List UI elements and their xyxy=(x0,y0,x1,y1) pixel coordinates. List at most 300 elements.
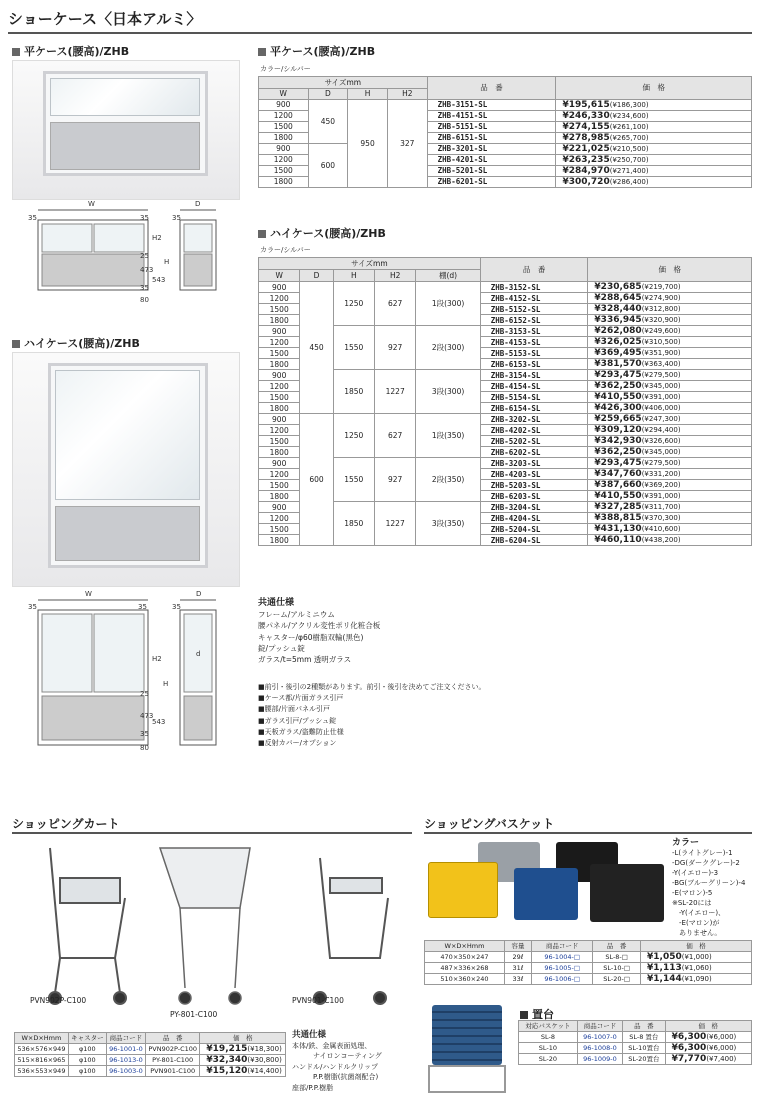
price-value: ¥293,475 xyxy=(594,370,642,380)
price-tax: (¥406,000) xyxy=(641,404,681,412)
price-tax: (¥286,400) xyxy=(609,177,649,186)
cell-w: 1500 xyxy=(259,480,300,491)
cell-shelf: 3段(300) xyxy=(416,370,480,414)
cell-part: PVN901-C100 xyxy=(145,1065,199,1076)
price-value: ¥410,550 xyxy=(594,392,642,402)
cell-code: ZHB-4202-SL xyxy=(480,425,588,436)
color-item: -E(マロン)が xyxy=(672,919,720,927)
cell-w: 1500 xyxy=(259,524,300,535)
cell-w: 900 xyxy=(259,502,300,513)
cell-part: SL-8-□ xyxy=(593,951,641,962)
table-row xyxy=(519,1053,752,1064)
size-header: サイズmm xyxy=(259,258,481,270)
cell-code: ZHB-6203-SL xyxy=(480,491,588,502)
cell-w: 1800 xyxy=(259,535,300,546)
price-tax: (¥14,400) xyxy=(247,1066,282,1075)
table-row xyxy=(15,1054,286,1065)
cell-code: ZHB-4203-SL xyxy=(480,469,588,480)
high-dim-35a: 35 xyxy=(28,603,37,611)
price-tax: (¥249,600) xyxy=(641,327,681,335)
cell-w: 1800 xyxy=(259,359,300,370)
cell-shelf: 1段(300) xyxy=(416,282,480,326)
cell-code: ZHB-5201-SL xyxy=(427,165,556,176)
bullet-square-icon xyxy=(520,1011,528,1019)
price-cell xyxy=(556,165,752,176)
price-cell xyxy=(556,121,752,132)
price-cell xyxy=(641,951,752,962)
price-cell xyxy=(588,436,752,447)
cell-w: 1200 xyxy=(259,293,300,304)
cell-code: 96-1005-□ xyxy=(532,962,593,973)
cell-code: 96-1003-0 xyxy=(106,1065,145,1076)
cell-d: 450 xyxy=(300,282,333,414)
high-dim-h: H xyxy=(163,680,169,688)
col-code: 商品コード xyxy=(577,1021,622,1032)
table-row xyxy=(15,1043,286,1054)
bullet-square-icon xyxy=(258,230,266,238)
cell-h: 950 xyxy=(348,99,388,187)
price-tax: (¥1,060) xyxy=(681,963,712,972)
cell-code: ZHB-4153-SL xyxy=(480,337,588,348)
spec-line: P.P.樹脂(抗菌剤配合) xyxy=(292,1073,379,1081)
col-vol: 容量 xyxy=(504,941,531,952)
cell-code: ZHB-5203-SL xyxy=(480,480,588,491)
option-line: ■ガラス引戸/プッシュ錠 xyxy=(258,716,337,725)
cell-h: 1550 xyxy=(333,458,374,502)
price-value: ¥1,050 xyxy=(647,951,682,962)
color-item: ありません。 xyxy=(672,929,722,937)
common-spec xyxy=(258,598,380,665)
cell-part: SL-20-□ xyxy=(593,973,641,984)
basket-section-title: ショッピングバスケット xyxy=(424,815,752,834)
stand-table xyxy=(518,1020,752,1065)
price-tax: (¥1,090) xyxy=(681,974,712,983)
col-w: W xyxy=(259,89,309,100)
price-tax: (¥351,900) xyxy=(641,349,681,357)
flat-dim-35d: 35 xyxy=(140,284,149,292)
cell-code: ZHB-3201-SL xyxy=(427,143,556,154)
cell-code: ZHB-6153-SL xyxy=(480,359,588,370)
price-value: ¥221,025 xyxy=(562,143,610,154)
cell-d: 600 xyxy=(300,414,333,546)
price-value: ¥262,080 xyxy=(594,326,642,336)
cell-code: 96-1004-□ xyxy=(532,951,593,962)
cell-code: ZHB-3202-SL xyxy=(480,414,588,425)
color-title: カラー xyxy=(672,838,700,848)
price-cell xyxy=(200,1065,286,1076)
price-cell xyxy=(588,502,752,513)
cell-code: ZHB-5202-SL xyxy=(480,436,588,447)
cell-code: ZHB-3203-SL xyxy=(480,458,588,469)
flat-case-panel xyxy=(50,122,200,170)
high-dim-543: 543 xyxy=(152,718,166,726)
cell-w: 1200 xyxy=(259,381,300,392)
color-item: -DG(ダークグレー)-2 xyxy=(672,859,740,867)
col-code: 品 番 xyxy=(480,258,588,282)
page-header xyxy=(8,8,752,34)
cell-w: 900 xyxy=(259,99,309,110)
cell-code: ZHB-5154-SL xyxy=(480,392,588,403)
price-tax: (¥312,800) xyxy=(641,305,681,313)
flat-dim-543: 543 xyxy=(152,276,166,284)
col-caster: キャスター xyxy=(68,1033,106,1044)
price-value: ¥336,945 xyxy=(594,315,642,325)
cell-w: 1500 xyxy=(259,304,300,315)
price-tax: (¥274,900) xyxy=(641,294,681,302)
price-value: ¥328,440 xyxy=(594,304,642,314)
col-w: W xyxy=(259,270,300,282)
flat-color-note: カラー/シルバー xyxy=(260,65,311,73)
cell-code: ZHB-5153-SL xyxy=(480,348,588,359)
price-tax: (¥186,300) xyxy=(609,100,649,109)
cell-basket: SL-20 xyxy=(519,1053,578,1064)
basket-table xyxy=(424,940,752,985)
col-d: D xyxy=(308,89,348,100)
flat-case-drawing xyxy=(20,200,240,305)
cell-w: 1200 xyxy=(259,513,300,524)
cell-size: 470×350×247 xyxy=(425,951,505,962)
cell-caster: φ100 xyxy=(68,1065,106,1076)
cart-pvn902p xyxy=(49,848,126,1004)
price-cell xyxy=(588,359,752,370)
cart-py801 xyxy=(160,848,250,1004)
price-value: ¥388,815 xyxy=(594,513,642,523)
flat-dim-w: W xyxy=(88,200,95,208)
price-cell xyxy=(588,392,752,403)
price-cell xyxy=(588,326,752,337)
price-tax: (¥370,300) xyxy=(641,514,681,522)
cell-vol: 29ℓ xyxy=(504,951,531,962)
cell-code: 96-1013-0 xyxy=(106,1054,145,1065)
bullet-square-icon xyxy=(12,48,20,56)
cell-code: ZHB-4154-SL xyxy=(480,381,588,392)
price-value: ¥15,120 xyxy=(206,1065,248,1076)
cart-caption: PY-801-C100 xyxy=(170,1010,218,1019)
cell-w: 1800 xyxy=(259,176,309,187)
cell-w: 1500 xyxy=(259,348,300,359)
price-value: ¥387,660 xyxy=(594,480,642,490)
price-cell xyxy=(641,973,752,984)
price-tax: (¥234,600) xyxy=(609,111,649,120)
cell-shelf: 3段(350) xyxy=(416,502,480,546)
cell-code: ZHB-6202-SL xyxy=(480,447,588,458)
cell-h2: 327 xyxy=(387,99,427,187)
price-tax: (¥326,600) xyxy=(641,437,681,445)
cell-code: ZHB-3154-SL xyxy=(480,370,588,381)
flat-dim-473: 473 xyxy=(140,266,154,274)
price-tax: (¥311,700) xyxy=(641,503,681,511)
price-value: ¥278,985 xyxy=(562,132,610,143)
cell-w: 1500 xyxy=(259,392,300,403)
price-value: ¥6,300 xyxy=(671,1031,707,1042)
price-value: ¥246,330 xyxy=(562,110,610,121)
price-cell xyxy=(200,1054,286,1065)
spec-line: ガラス/t=5mm 透明ガラス xyxy=(258,655,352,665)
cell-w: 900 xyxy=(259,143,309,154)
price-value: ¥369,495 xyxy=(594,348,642,358)
price-value: ¥274,155 xyxy=(562,121,610,132)
cell-w: 1200 xyxy=(259,469,300,480)
flat-dim-35b: 35 xyxy=(140,214,149,222)
price-cell xyxy=(556,132,752,143)
cell-caster: φ100 xyxy=(68,1054,106,1065)
table-row xyxy=(259,502,752,513)
spec-line: キャスター/φ60樹脂双輪(黒色) xyxy=(258,632,364,642)
cell-size: 536×576×949 xyxy=(15,1043,69,1054)
cell-w: 1800 xyxy=(259,132,309,143)
col-code: 品 番 xyxy=(427,77,556,100)
color-item: -L(ライトグレー)-1 xyxy=(672,849,733,857)
cell-shelf: 2段(300) xyxy=(416,326,480,370)
cell-w: 1800 xyxy=(259,315,300,326)
col-shelf: 棚(d) xyxy=(416,270,480,282)
price-value: ¥1,113 xyxy=(647,962,682,973)
price-cell xyxy=(588,282,752,293)
col-basket: 対応バスケット xyxy=(519,1021,578,1032)
price-value: ¥460,110 xyxy=(594,535,642,545)
price-value: ¥309,120 xyxy=(594,425,642,435)
col-h2: H2 xyxy=(387,89,427,100)
price-cell xyxy=(556,110,752,121)
price-tax: (¥320,900) xyxy=(641,316,681,324)
cell-code: 96-1001-0 xyxy=(106,1043,145,1054)
cell-h2: 1227 xyxy=(374,370,415,414)
cell-code: ZHB-6201-SL xyxy=(427,176,556,187)
col-price: 価 格 xyxy=(641,941,752,952)
spec-line: ハンドル/ハンドルクリップ xyxy=(292,1062,378,1071)
price-cell xyxy=(588,524,752,535)
spec-line: フレーム/アルミニウム xyxy=(258,610,335,620)
cart-caption: PVN901-C100 xyxy=(292,996,344,1005)
stand-frame xyxy=(428,1065,506,1093)
price-tax: (¥279,500) xyxy=(641,459,681,467)
price-tax: (¥6,000) xyxy=(706,1043,737,1052)
high-case-drawing xyxy=(20,590,240,760)
price-cell xyxy=(588,491,752,502)
price-tax: (¥265,700) xyxy=(609,133,649,142)
spec-line: 錠/プッシュ錠 xyxy=(258,643,305,653)
cell-w: 1800 xyxy=(259,403,300,414)
price-tax: (¥30,800) xyxy=(247,1055,282,1064)
cell-part: PY-801-C100 xyxy=(145,1054,199,1065)
cell-code: 96-1006-□ xyxy=(532,973,593,984)
cell-caster: φ100 xyxy=(68,1043,106,1054)
price-cell xyxy=(588,480,752,491)
price-value: ¥259,665 xyxy=(594,414,642,424)
price-cell xyxy=(588,293,752,304)
price-tax: (¥18,300) xyxy=(247,1044,282,1053)
price-tax: (¥391,000) xyxy=(641,393,681,401)
cell-code: ZHB-4152-SL xyxy=(480,293,588,304)
cell-part: SL-20置台 xyxy=(623,1053,665,1064)
cell-w: 900 xyxy=(259,282,300,293)
cell-w: 1200 xyxy=(259,425,300,436)
basket-colors xyxy=(672,838,745,938)
price-cell xyxy=(588,469,752,480)
spec-line: 本体/鉄、金属表面処理、 xyxy=(292,1041,372,1050)
price-value: ¥1,144 xyxy=(647,973,682,984)
price-value: ¥347,760 xyxy=(594,469,642,479)
high-dim-shelf-d: d xyxy=(196,650,201,658)
cart-photos xyxy=(20,838,410,1008)
flat-dim-80: 80 xyxy=(140,296,149,304)
price-cell xyxy=(588,535,752,546)
flat-dim-h: H xyxy=(164,258,170,266)
basket-blue xyxy=(514,868,578,920)
cell-h2: 927 xyxy=(374,458,415,502)
price-value: ¥7,770 xyxy=(671,1053,707,1064)
stacked-baskets xyxy=(432,1005,502,1065)
cell-d: 450 xyxy=(308,99,348,143)
price-tax: (¥363,400) xyxy=(641,360,681,368)
high-case-body xyxy=(48,363,208,568)
cell-w: 1200 xyxy=(259,154,309,165)
cell-shelf: 1段(350) xyxy=(416,414,480,458)
option-line: ■ケース都/片面ガラス引戸 xyxy=(258,694,344,703)
price-tax: (¥247,300) xyxy=(641,415,681,423)
price-value: ¥362,250 xyxy=(594,381,642,391)
high-case-heading: ハイケース(腰高)/ZHB xyxy=(12,335,140,351)
option-notes xyxy=(258,682,486,749)
page-title: ショーケース〈日本アルミ〉 xyxy=(8,10,202,28)
price-value: ¥342,930 xyxy=(594,436,642,446)
price-value: ¥326,025 xyxy=(594,337,642,347)
high-table-heading: ハイケース(腰高)/ZHB xyxy=(258,225,386,241)
table-row xyxy=(259,282,752,293)
price-tax: (¥331,200) xyxy=(641,470,681,478)
price-cell xyxy=(588,458,752,469)
color-item: -Y(イエロー)-3 xyxy=(672,869,719,877)
col-price: 価 格 xyxy=(665,1021,751,1032)
col-h: H xyxy=(333,270,374,282)
option-line: ■腰部/片面パネル引戸 xyxy=(258,705,330,714)
cell-w: 900 xyxy=(259,458,300,469)
spec-line: 座部/P.P.樹脂 xyxy=(292,1083,334,1092)
price-tax: (¥219,700) xyxy=(641,283,681,291)
price-cell xyxy=(588,370,752,381)
price-tax: (¥345,000) xyxy=(641,448,681,456)
price-cell xyxy=(556,143,752,154)
price-tax: (¥279,500) xyxy=(641,371,681,379)
price-value: ¥410,550 xyxy=(594,491,642,501)
color-item: -E(マロン)-5 xyxy=(672,889,713,897)
cart-spec xyxy=(292,1030,382,1093)
cell-w: 900 xyxy=(259,326,300,337)
price-tax: (¥7,400) xyxy=(706,1054,737,1063)
flat-case-photo xyxy=(12,60,240,200)
price-tax: (¥391,000) xyxy=(641,492,681,500)
price-value: ¥300,720 xyxy=(562,176,610,187)
price-cell xyxy=(641,962,752,973)
col-price: 価 格 xyxy=(588,258,752,282)
cell-h: 1250 xyxy=(333,282,374,326)
price-value: ¥327,285 xyxy=(594,502,642,512)
high-dim-35c: 35 xyxy=(172,603,181,611)
color-item: -Y(イエロー)、 xyxy=(672,909,726,917)
price-value: ¥288,645 xyxy=(594,293,642,303)
price-value: ¥32,340 xyxy=(206,1054,248,1065)
order-note: ■前引・後引の2種類があります。前引・後引を決めてご注文ください。 xyxy=(258,683,486,691)
cart-table xyxy=(14,1032,286,1077)
price-value: ¥293,475 xyxy=(594,458,642,468)
table-row xyxy=(425,951,752,962)
cell-code: 96-1007-0 xyxy=(577,1031,622,1042)
table-row xyxy=(259,99,752,110)
cell-w: 900 xyxy=(259,370,300,381)
price-tax: (¥250,700) xyxy=(609,155,649,164)
price-cell xyxy=(588,403,752,414)
spec-line: 腰パネル/アクリル変性ポリ化粧合板 xyxy=(258,621,381,631)
cell-h: 1850 xyxy=(333,502,374,546)
cell-size: 515×816×965 xyxy=(15,1054,69,1065)
price-tax: (¥294,400) xyxy=(641,426,681,434)
price-value: ¥431,130 xyxy=(594,524,642,534)
cell-w: 1200 xyxy=(259,337,300,348)
cell-d: 600 xyxy=(308,143,348,187)
cart-caption: PVN902P-C100 xyxy=(30,996,87,1005)
cell-w: 1500 xyxy=(259,121,309,132)
price-value: ¥381,570 xyxy=(594,359,642,369)
common-spec-title: 共通仕様 xyxy=(258,598,295,608)
cell-size: 487×336×268 xyxy=(425,962,505,973)
flat-dim-35a: 35 xyxy=(28,214,37,222)
table-row xyxy=(519,1031,752,1042)
cell-size: 536×553×949 xyxy=(15,1065,69,1076)
option-line: ■天板ガラス/盗難防止仕様 xyxy=(258,727,344,736)
table-row xyxy=(425,973,752,984)
cell-code: ZHB-5204-SL xyxy=(480,524,588,535)
price-tax: (¥438,200) xyxy=(641,536,681,544)
table-row xyxy=(519,1042,752,1053)
cell-part: SL-8 置台 xyxy=(623,1031,665,1042)
price-tax: (¥210,500) xyxy=(609,144,649,153)
table-row xyxy=(259,370,752,381)
flat-table-heading: 平ケース(腰高)/ZHB xyxy=(258,43,375,59)
price-tax: (¥271,400) xyxy=(609,166,649,175)
high-dim-w: W xyxy=(85,590,92,598)
col-part: 品 番 xyxy=(145,1033,199,1044)
cell-code: ZHB-4151-SL xyxy=(427,110,556,121)
option-line: ■反射カバー/オプション xyxy=(258,739,337,748)
high-dim-80: 80 xyxy=(140,744,149,752)
cell-h2: 927 xyxy=(374,326,415,370)
price-tax: (¥369,200) xyxy=(641,481,681,489)
high-case-photo xyxy=(12,352,240,587)
bullet-square-icon xyxy=(12,340,20,348)
basket-black-2 xyxy=(590,864,664,922)
flat-case-heading: 平ケース(腰高)/ZHB xyxy=(12,43,129,59)
color-item: -BG(ブルーグリーン)-4 xyxy=(672,879,746,887)
cell-code: ZHB-4201-SL xyxy=(427,154,556,165)
price-cell xyxy=(665,1042,751,1053)
price-value: ¥426,300 xyxy=(594,403,642,413)
cell-h: 1850 xyxy=(333,370,374,414)
high-dim-25: 25 xyxy=(140,690,149,698)
price-cell xyxy=(588,304,752,315)
price-tax: (¥261,100) xyxy=(609,122,649,131)
price-tax: (¥310,500) xyxy=(641,338,681,346)
cell-code: ZHB-6154-SL xyxy=(480,403,588,414)
price-cell xyxy=(588,414,752,425)
cell-code: ZHB-5151-SL xyxy=(427,121,556,132)
price-tax: (¥1,000) xyxy=(681,952,712,961)
price-cell xyxy=(588,381,752,392)
price-value: ¥195,615 xyxy=(562,99,610,110)
flat-case-body xyxy=(43,71,208,176)
col-price: 価 格 xyxy=(556,77,752,100)
cell-w: 1500 xyxy=(259,436,300,447)
cell-h: 1250 xyxy=(333,414,374,458)
